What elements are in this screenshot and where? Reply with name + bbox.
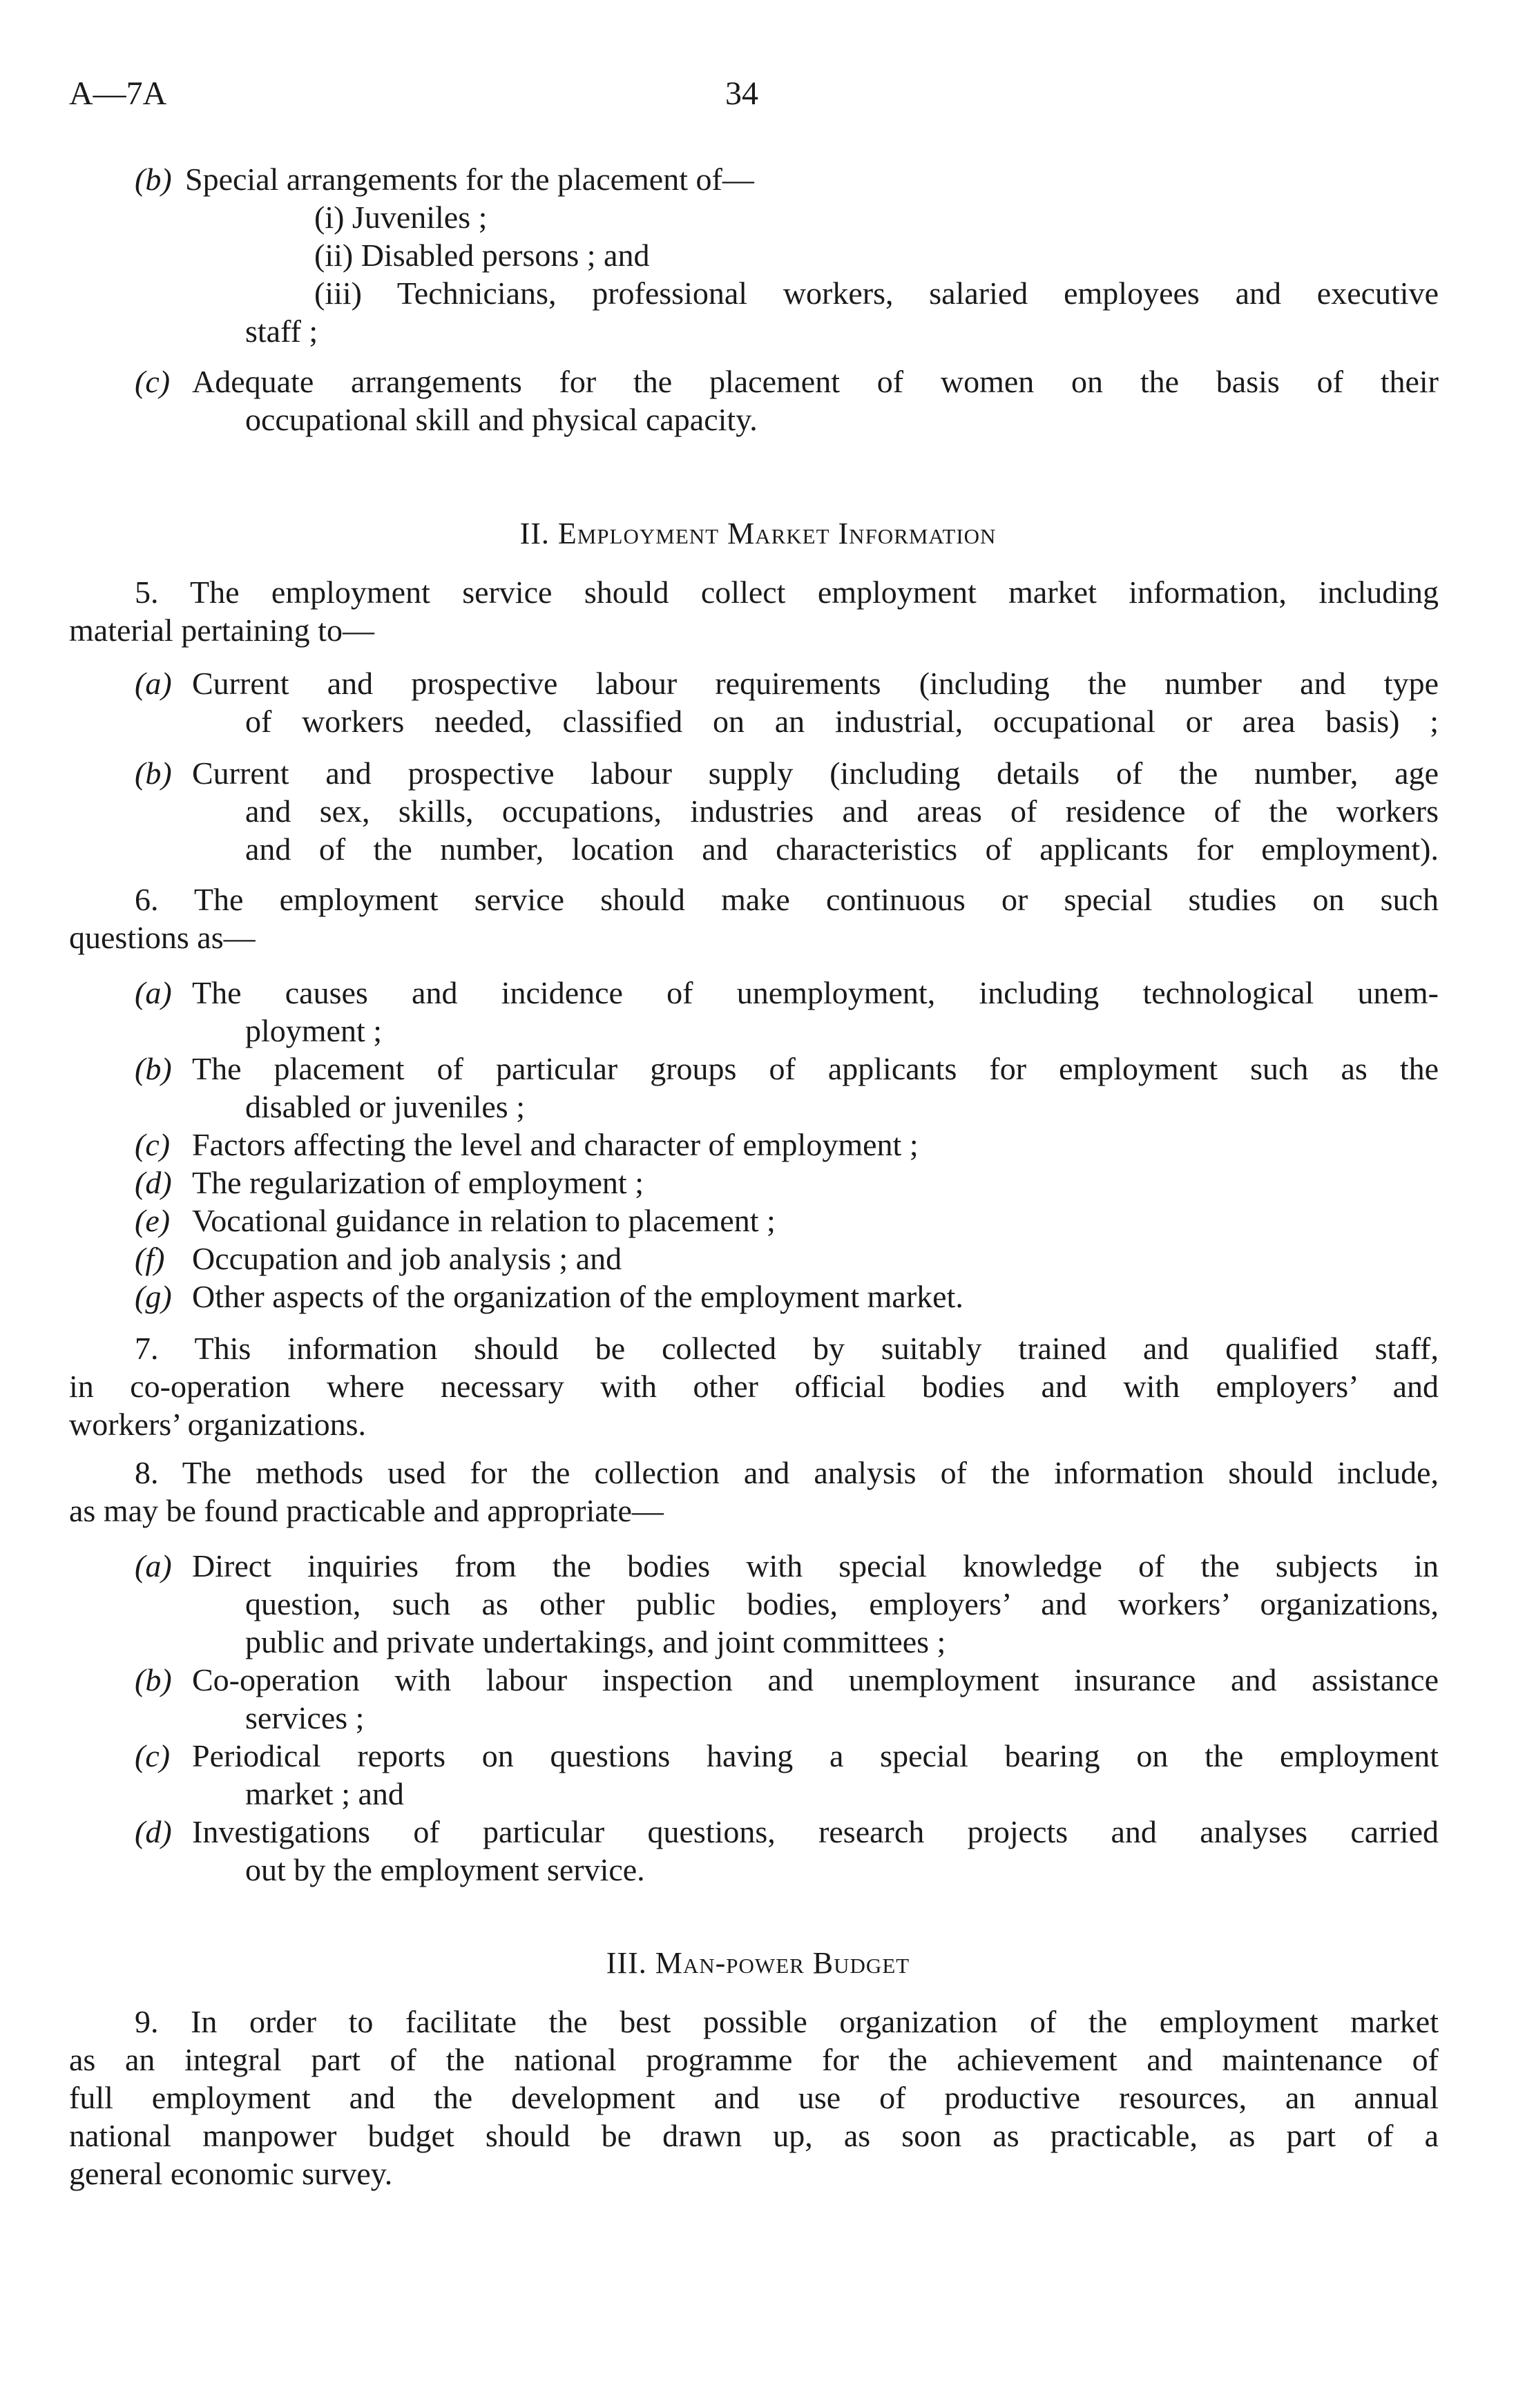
document-code: A—7A [69, 75, 167, 112]
item-letter: (g) [135, 1279, 172, 1314]
text-line: Current and prospective labour requirements (including the number and type [192, 666, 1439, 701]
text-line: 9. In order to facilitate the best possible organization of the employment market [135, 2004, 1439, 2039]
item-letter: (b) [135, 1662, 172, 1697]
text-line: and of the number, location and characteristics of applicants for employment). [245, 831, 1439, 867]
item-letter: (f) [135, 1241, 165, 1276]
text-line: out by the employment service. [245, 1852, 645, 1887]
text-line: questions as— [69, 920, 256, 955]
item-letter: (b) [135, 755, 172, 791]
text-line: The regularization of employment ; [192, 1165, 644, 1200]
text-line: full employment and the development and use of productive resources, an annual [69, 2080, 1439, 2115]
text-line: 6. The employment service should make continuous or special studies on such [135, 882, 1439, 917]
text-line: staff ; [245, 314, 318, 349]
text-line: general economic survey. [69, 2156, 393, 2191]
text-line: Adequate arrangements for the placement of women on the basis of their [192, 364, 1439, 399]
text-line: as may be found practicable and appropriate— [69, 1493, 664, 1528]
text-line: (i) Juveniles ; [314, 200, 488, 235]
text-line: as an integral part of the national programme for the achievement and maintenance of [69, 2042, 1439, 2077]
text-line: 7. This information should be collected by suitably trained and qualified staff, [135, 1331, 1439, 1366]
text-line: of workers needed, classified on an industrial, occupational or area basis) ; [245, 704, 1439, 739]
text-line: Vocational guidance in relation to placement ; [192, 1203, 776, 1238]
page-number: 34 [725, 75, 758, 112]
text-line: workers’ organizations. [69, 1407, 367, 1442]
item-letter: (a) [135, 1548, 172, 1583]
item-letter: (d) [135, 1814, 172, 1849]
item-letter: (e) [135, 1203, 171, 1238]
text-line: (iii) Technicians, professional workers, salaried employees and executive [314, 276, 1439, 311]
text-line: Occupation and job analysis ; and [192, 1241, 622, 1276]
text-line: Investigations of particular questions, research projects and analyses carried [192, 1814, 1439, 1849]
text-line: and sex, skills, occupations, industries and areas of residence of the workers [245, 793, 1439, 829]
text-line: Direct inquiries from the bodies with special knowledge of the subjects in [192, 1548, 1439, 1583]
text-line: occupational skill and physical capacity. [245, 402, 758, 437]
text-line: 5. The employment service should collect employment market information, including [135, 575, 1439, 610]
text-line: in co-operation where necessary with other official bodies and with employers’ and [69, 1369, 1439, 1404]
text-line: 8. The methods used for the collection and analysis of the information should include, [135, 1455, 1439, 1490]
text-line: Co-operation with labour inspection and unemployment insurance and assistance [192, 1662, 1439, 1697]
text-line: market ; and [245, 1776, 404, 1811]
text-line: national manpower budget should be drawn up, as soon as practicable, as part of a [69, 2118, 1439, 2153]
section-heading: II. Employment Market Information [519, 517, 997, 550]
text-line: services ; [245, 1700, 365, 1735]
text-line: public and private undertakings, and joint committees ; [245, 1624, 946, 1659]
item-letter: (b) [135, 1051, 172, 1086]
text-line: (ii) Disabled persons ; and [314, 238, 650, 273]
text-line: The placement of particular groups of applicants for employment such as the [192, 1051, 1439, 1086]
text-line: Special arrangements for the placement of— [185, 162, 754, 197]
text-line: disabled or juveniles ; [245, 1089, 525, 1124]
text-line: Current and prospective labour supply (including details of the number, age [192, 755, 1439, 791]
item-letter: (c) [135, 1127, 171, 1162]
text-line: question, such as other public bodies, employers’ and workers’ organizations, [245, 1586, 1439, 1621]
text-line: material pertaining to— [69, 613, 374, 648]
item-letter: (b) [135, 162, 172, 197]
text-line: ployment ; [245, 1013, 383, 1048]
item-letter: (a) [135, 666, 172, 701]
item-letter: (a) [135, 975, 172, 1010]
text-line: The causes and incidence of unemployment, including technological unem- [192, 975, 1439, 1010]
text-line: Other aspects of the organization of the employment market. [192, 1279, 963, 1314]
item-letter: (c) [135, 1738, 171, 1773]
section-heading: III. Man-power Budget [606, 1946, 910, 1980]
text-line: Factors affecting the level and character of employment ; [192, 1127, 919, 1162]
item-letter: (d) [135, 1165, 172, 1200]
item-letter: (c) [135, 364, 171, 399]
text-line: Periodical reports on questions having a special bearing on the employment [192, 1738, 1439, 1773]
